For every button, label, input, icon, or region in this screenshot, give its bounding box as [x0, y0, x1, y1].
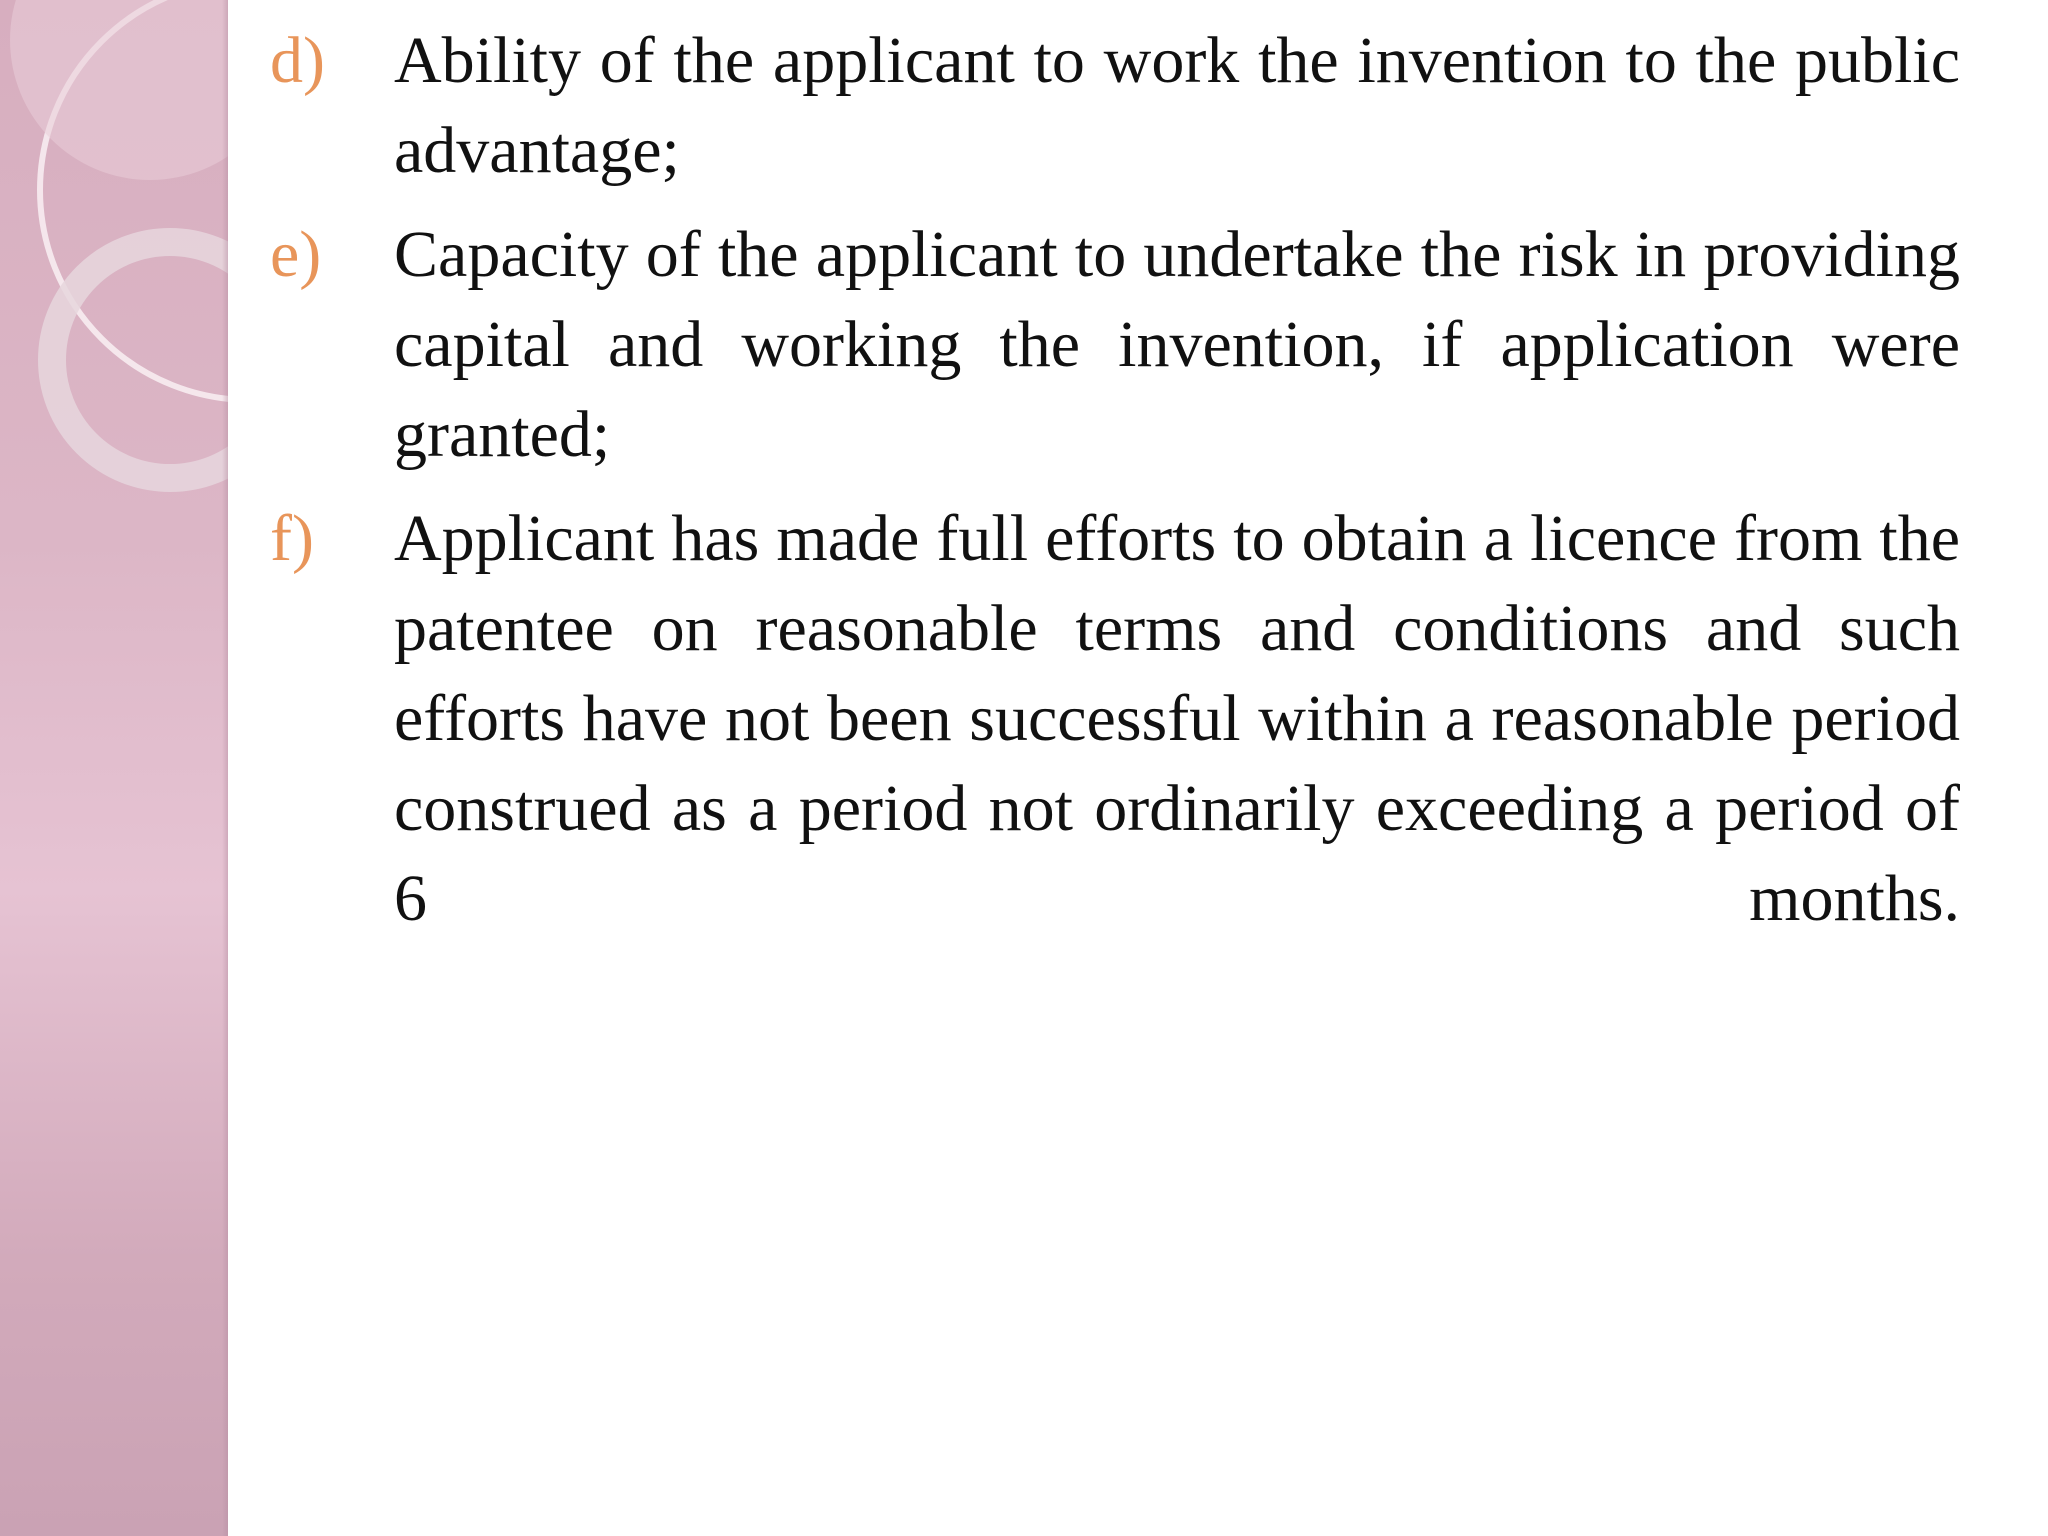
decorative-circles — [0, 0, 228, 520]
list-item-f — [270, 494, 1960, 944]
list-item-text: Applicant has made full efforts to obtain a licence from the patentee on reasonable terms and conditions and such efforts have not been successful within a reasonable period construed as a period not ordinarily exceeding a period of 6 months. — [394, 502, 1960, 935]
list-item-text: Capacity of the applicant to undertake the risk in providing capital and working the invention, if application were granted; — [394, 218, 1960, 471]
list-item-d — [270, 16, 1960, 196]
slide-body — [270, 16, 1960, 958]
list-item-text: Ability of the applicant to work the invention to the public advantage; — [394, 24, 1960, 187]
list-marker: e) — [270, 218, 322, 291]
decorative-side-band — [0, 0, 228, 1536]
list-marker: d) — [270, 24, 325, 97]
list-item-e — [270, 210, 1960, 480]
decorative-ring — [52, 242, 228, 478]
list-marker: f) — [270, 502, 314, 575]
